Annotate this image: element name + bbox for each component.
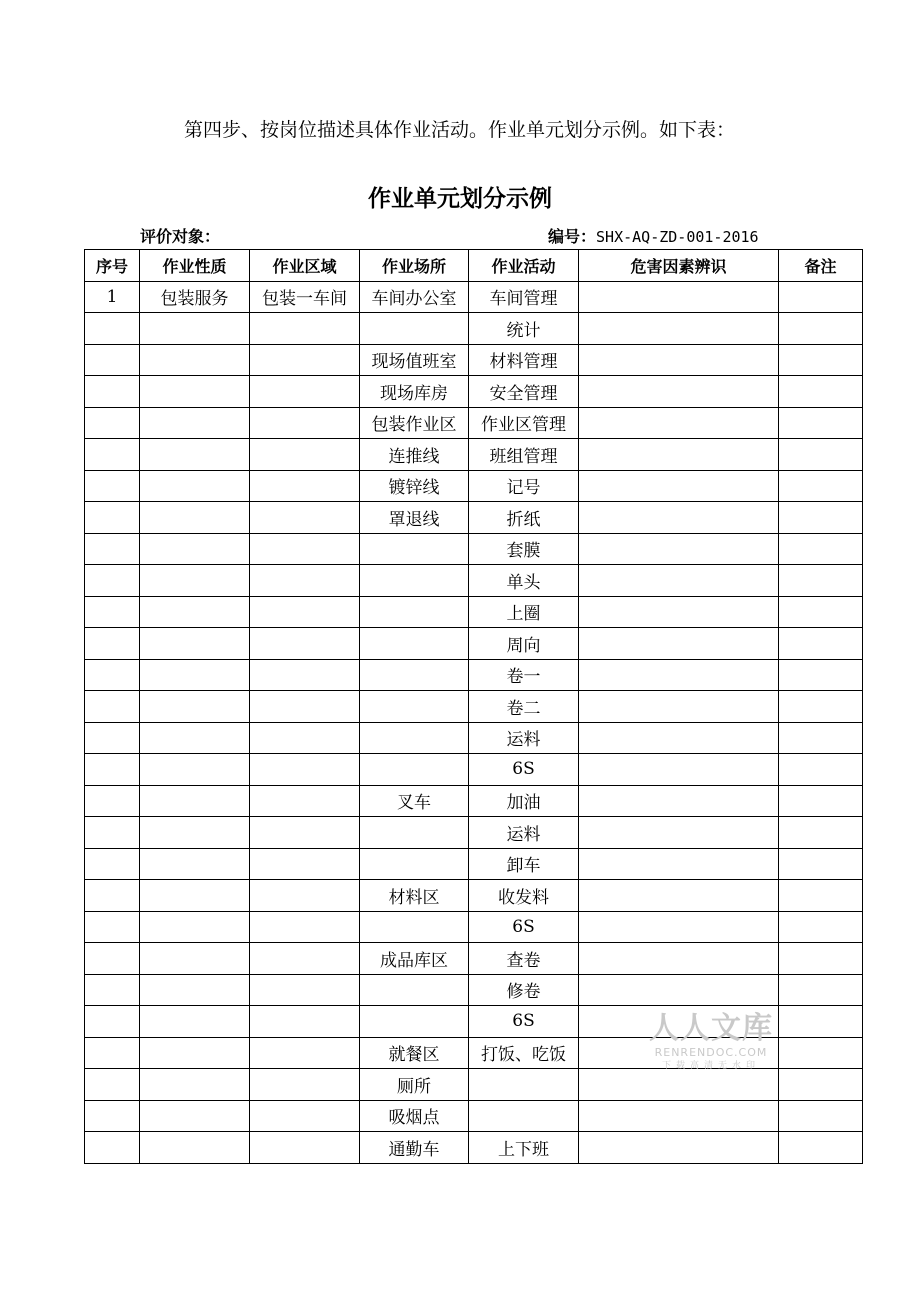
watermark-main: 人人文库 [649, 1011, 773, 1046]
table-cell [140, 313, 250, 345]
table-cell [579, 439, 779, 471]
table-cell [140, 880, 250, 912]
table-cell [579, 754, 779, 786]
table-cell [250, 1100, 360, 1132]
table-cell [140, 376, 250, 408]
table-cell [250, 407, 360, 439]
table-row [85, 344, 863, 376]
table-cell: 卸车 [469, 848, 579, 880]
table-row [85, 659, 863, 691]
table-cell: 运料 [469, 722, 579, 754]
table-cell [85, 1006, 140, 1038]
table-cell [360, 565, 469, 597]
table-cell: 现场库房 [360, 376, 469, 408]
table-cell: 包装作业区 [360, 407, 469, 439]
table-cell: 厕所 [360, 1069, 469, 1101]
table-cell [360, 911, 469, 943]
table-row [85, 376, 863, 408]
table-cell [360, 817, 469, 849]
header-cell: 作业活动 [469, 250, 579, 282]
table-cell: 包装服务 [140, 281, 250, 313]
table-cell [360, 659, 469, 691]
table-cell [360, 533, 469, 565]
table-row [85, 754, 863, 786]
table-cell [140, 1069, 250, 1101]
table-cell: 卷一 [469, 659, 579, 691]
table-cell [140, 659, 250, 691]
document-code-value: SHX-AQ-ZD-001-2016 [596, 228, 759, 246]
table-cell [140, 1100, 250, 1132]
table-cell [779, 565, 863, 597]
table-cell [579, 691, 779, 723]
table-row [85, 596, 863, 628]
table-cell [779, 313, 863, 345]
table-cell [85, 911, 140, 943]
table-cell: 就餐区 [360, 1037, 469, 1069]
table-cell [779, 1006, 863, 1038]
table-row [85, 533, 863, 565]
table-cell [85, 943, 140, 975]
table-row [85, 691, 863, 723]
table-row [85, 502, 863, 534]
table-cell [140, 722, 250, 754]
header-cell: 作业性质 [140, 250, 250, 282]
table-cell [250, 880, 360, 912]
table-cell [140, 1132, 250, 1164]
table-cell [250, 470, 360, 502]
watermark [646, 1012, 776, 1072]
table-cell: 班组管理 [469, 439, 579, 471]
table-cell [250, 502, 360, 534]
table-cell [250, 439, 360, 471]
table-cell [360, 313, 469, 345]
table-cell [250, 943, 360, 975]
table-cell [779, 785, 863, 817]
table-cell [250, 691, 360, 723]
table-cell [779, 344, 863, 376]
table-cell [579, 848, 779, 880]
table-row [85, 281, 863, 313]
table-cell [579, 659, 779, 691]
table-cell [250, 1006, 360, 1038]
table-row [85, 943, 863, 975]
table-cell: 6S [469, 754, 579, 786]
table-cell [250, 1132, 360, 1164]
table-cell: 罩退线 [360, 502, 469, 534]
table-cell [579, 470, 779, 502]
table-cell [140, 628, 250, 660]
table-cell: 查卷 [469, 943, 579, 975]
table-cell [250, 1037, 360, 1069]
table-cell [579, 281, 779, 313]
table-cell [250, 785, 360, 817]
table-cell [85, 1037, 140, 1069]
table-cell [779, 470, 863, 502]
table-cell [85, 817, 140, 849]
table-cell [579, 1069, 779, 1101]
table-cell [140, 596, 250, 628]
table-cell: 吸烟点 [360, 1100, 469, 1132]
table-cell: 连推线 [360, 439, 469, 471]
table-cell [85, 533, 140, 565]
table-cell: 车间管理 [469, 281, 579, 313]
table-cell [779, 1132, 863, 1164]
document-code-label: 编号： [548, 227, 597, 246]
table-cell [140, 754, 250, 786]
table-cell [85, 1069, 140, 1101]
table-cell [140, 502, 250, 534]
table-cell [85, 439, 140, 471]
table-cell [140, 439, 250, 471]
table-cell [250, 376, 360, 408]
table-cell [140, 344, 250, 376]
table-cell [579, 565, 779, 597]
table-cell: 卷二 [469, 691, 579, 723]
table-cell [579, 407, 779, 439]
table-cell [250, 817, 360, 849]
table-header-row [85, 250, 863, 282]
table-cell [779, 974, 863, 1006]
table-cell [140, 785, 250, 817]
table-cell [579, 974, 779, 1006]
table-cell [579, 533, 779, 565]
table-cell [250, 628, 360, 660]
table-cell [779, 943, 863, 975]
table-cell [85, 785, 140, 817]
table-cell [779, 502, 863, 534]
table-cell [85, 502, 140, 534]
table-cell: 周向 [469, 628, 579, 660]
table-row [85, 565, 863, 597]
table-cell [360, 848, 469, 880]
table-cell: 折纸 [469, 502, 579, 534]
table-cell [779, 1037, 863, 1069]
table-row [85, 880, 863, 912]
table-cell [779, 407, 863, 439]
header-cell: 危害因素辨识 [579, 250, 779, 282]
table-cell [85, 659, 140, 691]
table-cell [779, 848, 863, 880]
table-cell [360, 1006, 469, 1038]
table-cell: 上圈 [469, 596, 579, 628]
table-cell [140, 533, 250, 565]
table-cell [250, 722, 360, 754]
table-row [85, 1132, 863, 1164]
table-cell [779, 880, 863, 912]
watermark-slogan: 下载高清无水印 [661, 1061, 760, 1071]
table-cell [579, 502, 779, 534]
table-cell [85, 470, 140, 502]
table-cell [360, 691, 469, 723]
header-cell: 作业区域 [250, 250, 360, 282]
table-cell [579, 722, 779, 754]
table-cell [85, 754, 140, 786]
table-cell: 1 [85, 281, 140, 313]
table-cell [140, 974, 250, 1006]
table-cell [140, 407, 250, 439]
table-title: 作业单元划分示例 [368, 186, 552, 212]
table-cell [140, 1006, 250, 1038]
table-cell [85, 407, 140, 439]
table-cell [579, 911, 779, 943]
table-cell [579, 785, 779, 817]
table-cell [85, 691, 140, 723]
table-cell [250, 911, 360, 943]
table-cell [579, 628, 779, 660]
table-row [85, 911, 863, 943]
table-cell: 记号 [469, 470, 579, 502]
table-cell [250, 313, 360, 345]
document-code [548, 224, 759, 247]
table-row [85, 722, 863, 754]
table-cell [140, 848, 250, 880]
table-cell: 修卷 [469, 974, 579, 1006]
table-cell: 叉车 [360, 785, 469, 817]
table-cell [85, 848, 140, 880]
table-cell [469, 1069, 579, 1101]
table-cell [579, 817, 779, 849]
table-cell [779, 691, 863, 723]
table-cell [779, 376, 863, 408]
table-cell [779, 817, 863, 849]
table-cell: 镀锌线 [360, 470, 469, 502]
table-row [85, 628, 863, 660]
table-cell [360, 722, 469, 754]
table-cell: 6S [469, 1006, 579, 1038]
table-row [85, 439, 863, 471]
table-row [85, 848, 863, 880]
table-row [85, 1100, 863, 1132]
table-cell [140, 470, 250, 502]
table-cell [579, 880, 779, 912]
table-cell [779, 281, 863, 313]
table-cell [250, 344, 360, 376]
table-cell [250, 1069, 360, 1101]
table-cell: 材料管理 [469, 344, 579, 376]
table-cell: 单头 [469, 565, 579, 597]
table-cell: 成品库区 [360, 943, 469, 975]
table-cell: 套膜 [469, 533, 579, 565]
table-cell [579, 943, 779, 975]
table-cell [140, 1037, 250, 1069]
evaluation-target-label: 评价对象： [140, 227, 221, 246]
table-row [85, 785, 863, 817]
table-cell [140, 943, 250, 975]
table-cell [85, 1100, 140, 1132]
table-cell [579, 596, 779, 628]
table-row [85, 470, 863, 502]
table-cell [579, 344, 779, 376]
table-cell [779, 911, 863, 943]
table-cell: 材料区 [360, 880, 469, 912]
table-cell [779, 596, 863, 628]
table-cell [250, 848, 360, 880]
table-cell [85, 628, 140, 660]
table-cell: 统计 [469, 313, 579, 345]
intro-paragraph: 第四步、按岗位描述具体作业活动。作业单元划分示例。如下表： [184, 119, 736, 141]
table-cell [85, 974, 140, 1006]
table-cell [85, 1132, 140, 1164]
table-cell: 车间办公室 [360, 281, 469, 313]
table-cell [250, 533, 360, 565]
table-cell: 通勤车 [360, 1132, 469, 1164]
table-cell [250, 596, 360, 628]
table-cell [85, 596, 140, 628]
table-cell [85, 344, 140, 376]
table-row [85, 974, 863, 1006]
table-cell: 打饭、吃饭 [469, 1037, 579, 1069]
table-cell [360, 596, 469, 628]
table-row [85, 817, 863, 849]
table-row [85, 407, 863, 439]
table-cell [140, 565, 250, 597]
table-cell: 包装一车间 [250, 281, 360, 313]
table-cell: 运料 [469, 817, 579, 849]
table-cell [250, 754, 360, 786]
table-cell: 上下班 [469, 1132, 579, 1164]
table-cell [140, 911, 250, 943]
table-cell [85, 565, 140, 597]
table-cell [779, 754, 863, 786]
table-cell [579, 1100, 779, 1132]
table-cell: 安全管理 [469, 376, 579, 408]
table-cell [85, 880, 140, 912]
watermark-site: RENRENDOC.COM [654, 1046, 768, 1059]
table-cell [360, 974, 469, 1006]
table-cell [779, 439, 863, 471]
table-cell [779, 1100, 863, 1132]
header-cell: 备注 [779, 250, 863, 282]
table-cell [360, 754, 469, 786]
table-cell [250, 974, 360, 1006]
table-cell [779, 722, 863, 754]
table-cell [779, 1069, 863, 1101]
table-cell: 6S [469, 911, 579, 943]
table-row [85, 313, 863, 345]
table-cell [579, 376, 779, 408]
table-cell: 作业区管理 [469, 407, 579, 439]
table-cell [469, 1100, 579, 1132]
table-cell: 现场值班室 [360, 344, 469, 376]
table-cell [250, 565, 360, 597]
table-cell [779, 533, 863, 565]
table-cell [779, 659, 863, 691]
table-cell [140, 691, 250, 723]
table-cell [579, 1132, 779, 1164]
table-cell [85, 313, 140, 345]
table-cell [250, 659, 360, 691]
table-cell: 加油 [469, 785, 579, 817]
table-cell [779, 628, 863, 660]
table-cell [140, 817, 250, 849]
table-cell [360, 628, 469, 660]
header-cell: 序号 [85, 250, 140, 282]
table-cell [85, 376, 140, 408]
table-cell: 收发料 [469, 880, 579, 912]
table-cell [85, 722, 140, 754]
header-cell: 作业场所 [360, 250, 469, 282]
table-row [85, 1069, 863, 1101]
table-cell [579, 313, 779, 345]
